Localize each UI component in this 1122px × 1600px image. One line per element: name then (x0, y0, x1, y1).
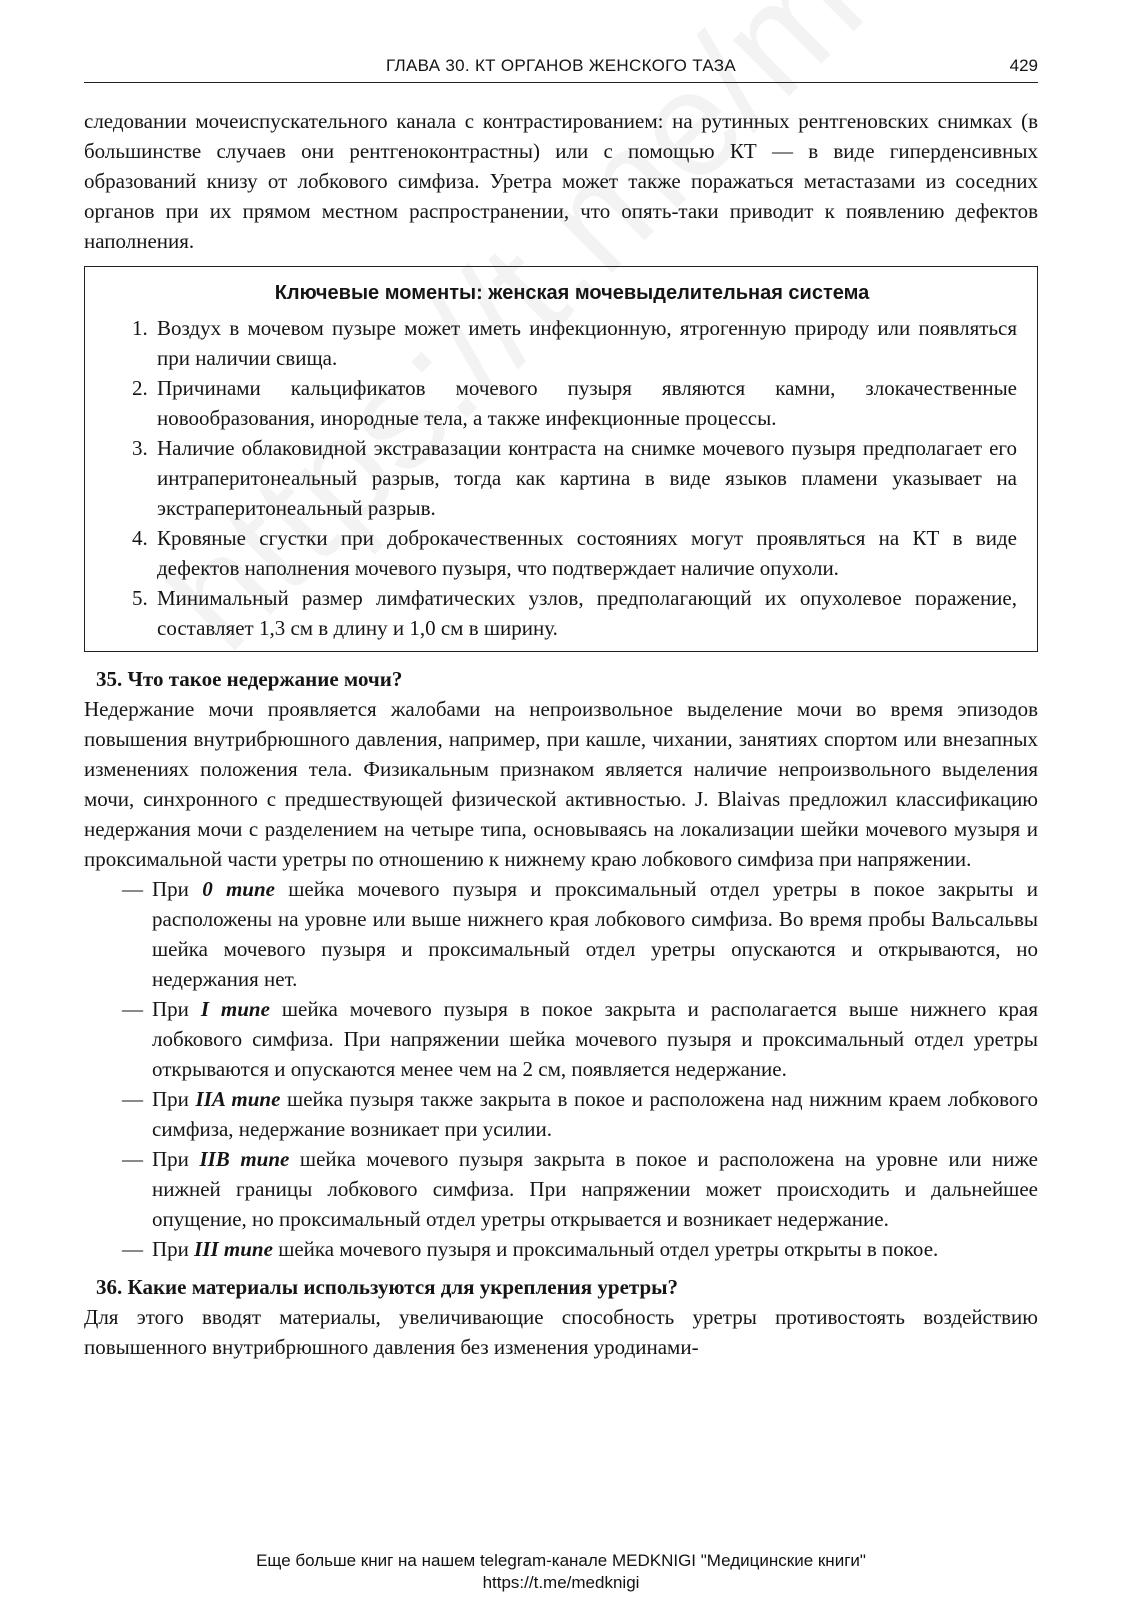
type-item (84, 1234, 1038, 1264)
question-35-paragraph: Недержание мочи проявляется жалобами на непроизвольное выделение мочи во время эпизодов повышения внутрибрюшного давления, например, при кашле, чихании, занятиях спортом или внезапных изменениях положения тела. Физикальным признаком является наличие непроизвольного выделения мочи, синхронного с предшествующей физической активностью. J. Blaivas предложил классификацию недержания мочи с разделением на четыре типа, основываясь на локализации шейки мочевого музыря и проксимальной части уретры по отношению к нижнему краю лобкового симфиза при напряжении. (84, 697, 1038, 871)
key-points-list (127, 313, 1017, 643)
key-point-item: 1. Воздух в мочевом пузыре может иметь инфекционную, ятрогенную природу или появляться при наличии свища. (153, 313, 1017, 373)
key-point-item: 4. Кровяные сгустки при доброкачественных состояниях могут проявляться на КТ в виде дефектов наполнения мочевого пузыря, что подтверждает наличие опухоли. (153, 523, 1017, 583)
list-dash: — (122, 877, 143, 901)
key-points-title: Ключевые моменты: женская мочевыделительная система (274, 282, 870, 304)
intro-paragraph: следовании мочеиспускательного канала с контрастированием: на рутинных рентгеновских снимках (в большинстве случаев они рентгеноконтрастны) или с помощью КТ — в виде гиперденсивных образований книзу от лобкового симфиза. Уретра может также поражаться метастазами из соседних органов при их прямом местном распространении, что опять-таки приводит к появлению дефектов наполнения. (84, 109, 1038, 253)
type-item (84, 1144, 1038, 1234)
type-description: шейка мочевого пузыря и проксимальный отдел уретры в покое закрыты и расположены на уровне или выше нижнего края лобкового симфиза. Во время пробы Вальсальвы шейка мочевого пузыря и проксимальный отдел уретры опускаются и открываются, но недержания нет. (152, 877, 1039, 991)
type-prefix: При (152, 1237, 195, 1261)
type-description: шейка пузыря также закрыта в покое и расположена над нижним краем лобкового симфиза, недержание возникает при усилии. (152, 1087, 1038, 1141)
type-name: 0 типе (202, 877, 275, 901)
type-item (84, 874, 1038, 994)
key-point-item: 5. Минимальный размер лимфатических узлов, предполагающий их опухолевое поражение, составляет 1,3 см в длину и 1,0 см в ширину. (153, 583, 1017, 643)
type-item (84, 994, 1038, 1084)
type-prefix: При (152, 877, 203, 901)
key-point-item: 2. Причинами кальцификатов мочевого пузыря являются камни, злокачественные новообразования, инородные тела, а также инфекционные процессы. (153, 373, 1017, 433)
list-dash: — (122, 997, 143, 1021)
chapter-title: ГЛАВА 30. КТ ОРГАНОВ ЖЕНСКОГО ТАЗА (386, 56, 736, 75)
list-dash: — (122, 1087, 143, 1111)
type-prefix: При (152, 997, 201, 1021)
type-prefix: При (152, 1147, 200, 1171)
footer-promo-text: Еще больше книг на нашем telegram-канале MEDKNIGI "Медицинские книги" (256, 1551, 866, 1570)
type-name: III типе (194, 1237, 273, 1261)
page-footer (0, 1550, 1122, 1594)
type-prefix: При (152, 1087, 196, 1111)
question-35-heading: 35. Что такое недержание мочи? (96, 667, 403, 691)
page-content (84, 106, 1038, 1362)
list-dash: — (122, 1237, 143, 1261)
type-description: шейка мочевого пузыря закрыта в покое и расположена на уровне или ниже нижней границы лобкового симфиза. При напряжении может происходить и дальнейшее опущение, но проксимальный отдел уретры открывается и возникает недержание. (152, 1147, 1038, 1231)
type-description: шейка мочевого пузыря и проксимальный отдел уретры открыты в покое. (272, 1237, 939, 1261)
question-36-heading: 36. Какие материалы используются для укрепления уретры? (96, 1275, 679, 1299)
incontinence-types-list (84, 874, 1038, 1264)
type-description: шейка мочевого пузыря в покое закрыта и располагается выше нижнего края лобкового симфиза. При напряжении шейка мочевого пузыря и проксимальный отдел уретры открываются и опускаются менее чем на 2 см, появляется недержание. (152, 997, 1038, 1081)
type-name: IIB типе (199, 1147, 290, 1171)
type-item (84, 1084, 1038, 1144)
type-name: I типе (200, 997, 270, 1021)
running-header (84, 52, 1038, 83)
key-point-item: 3. Наличие облаковидной экстравазации контраста на снимке мочевого пузыря предполагает его интраперитонеальный разрыв, тогда как картина в виде языков пламени указывает на экстраперитонеальный разрыв. (153, 433, 1017, 523)
type-name: IIA типе (195, 1087, 281, 1111)
list-dash: — (122, 1147, 143, 1171)
key-points-box (84, 266, 1038, 652)
footer-link[interactable]: https://t.me/medknigi (482, 1573, 640, 1592)
question-36-paragraph: Для этого вводят материалы, увеличивающие способность уретры противостоять воздействию повышенного внутрибрюшного давления без изменения уродинами- (84, 1305, 1038, 1359)
page-number: 429 (1009, 56, 1038, 75)
